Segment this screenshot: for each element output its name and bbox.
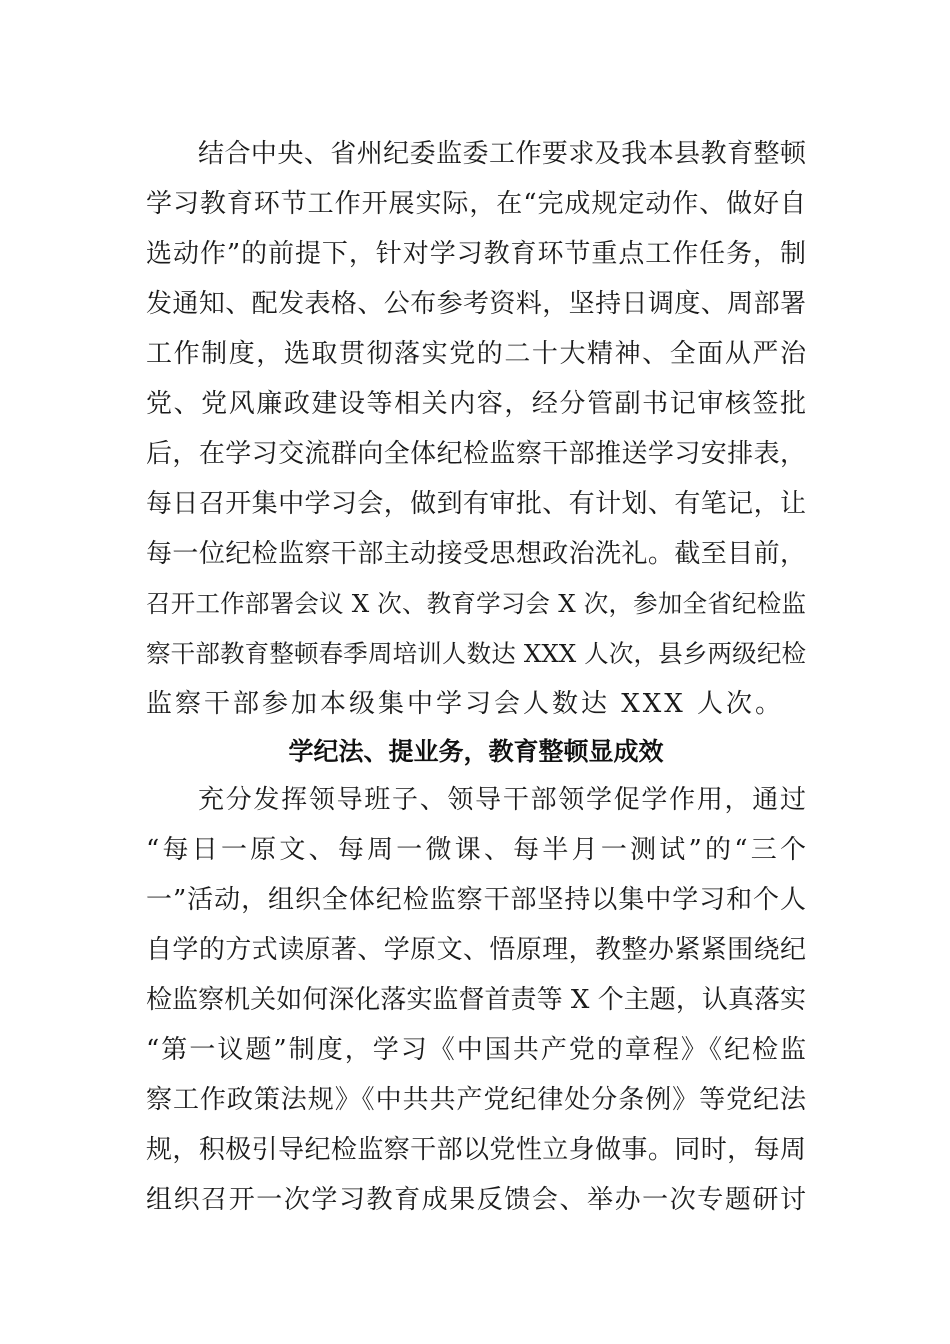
paragraph-2-line-4: 自学的方式读原著、学原文、悟原理，教整办紧紧围绕纪 bbox=[146, 935, 806, 965]
paragraph-2-line-7: 察工作政策法规》《中共共产党纪律处分条例》等党纪法 bbox=[146, 1085, 806, 1115]
paragraph-1-line-10: 召开工作部署会议 X 次、教育学习会 X 次，参加全省纪检监 bbox=[146, 589, 806, 618]
paragraph-1-line-1: 结合中央、省州纪委监委工作要求及我本县教育整顿 bbox=[198, 139, 806, 169]
paragraph-1-line-4: 发通知、配发表格、公布参考资料，坚持日调度、周部署 bbox=[146, 289, 806, 319]
paragraph-2-line-9: 组织召开一次学习教育成果反馈会、举办一次专题研讨 bbox=[146, 1185, 806, 1215]
paragraph-2-line-6: “第一议题”制度，学习《中国共产党的章程》《纪检监 bbox=[146, 1035, 806, 1065]
paragraph-2-line-1: 充分发挥领导班子、领导干部领学促学作用，通过 bbox=[198, 785, 806, 815]
paragraph-1-line-8: 每日召开集中学习会，做到有审批、有计划、有笔记，让 bbox=[146, 489, 806, 519]
paragraph-1-line-12: 监察干部参加本级集中学习会人数达 XXX 人次。 bbox=[146, 689, 785, 719]
paragraph-1-line-2: 学习教育环节工作开展实际，在“完成规定动作、做好自 bbox=[146, 189, 806, 219]
paragraph-2-line-2: “每日一原文、每周一微课、每半月一测试”的“三个 bbox=[146, 835, 806, 865]
paragraph-2-line-8: 规，积极引导纪检监察干部以党性立身做事。同时，每周 bbox=[146, 1135, 806, 1165]
paragraph-1-line-5: 工作制度，选取贯彻落实党的二十大精神、全面从严治 bbox=[146, 339, 806, 369]
paragraph-2-line-3: 一”活动，组织全体纪检监察干部坚持以集中学习和个人 bbox=[146, 885, 806, 915]
paragraph-1-line-3: 选动作”的前提下，针对学习教育环节重点工作任务，制 bbox=[146, 239, 806, 269]
paragraph-1-line-7: 后，在学习交流群向全体纪检监察干部推送学习安排表， bbox=[146, 439, 806, 469]
paragraph-1-line-9: 每一位纪检监察干部主动接受思想政治洗礼。截至目前， bbox=[146, 539, 806, 569]
section-heading: 学纪法、提业务，教育整顿显成效 bbox=[288, 737, 664, 766]
paragraph-2-line-5: 检监察机关如何深化落实监督首责等 X 个主题，认真落实 bbox=[146, 985, 806, 1015]
paragraph-1-line-11: 察干部教育整顿春季周培训人数达 XXX 人次，县乡两级纪检 bbox=[146, 639, 806, 668]
paragraph-1-line-6: 党、党风廉政建设等相关内容，经分管副书记审核签批 bbox=[146, 389, 806, 419]
